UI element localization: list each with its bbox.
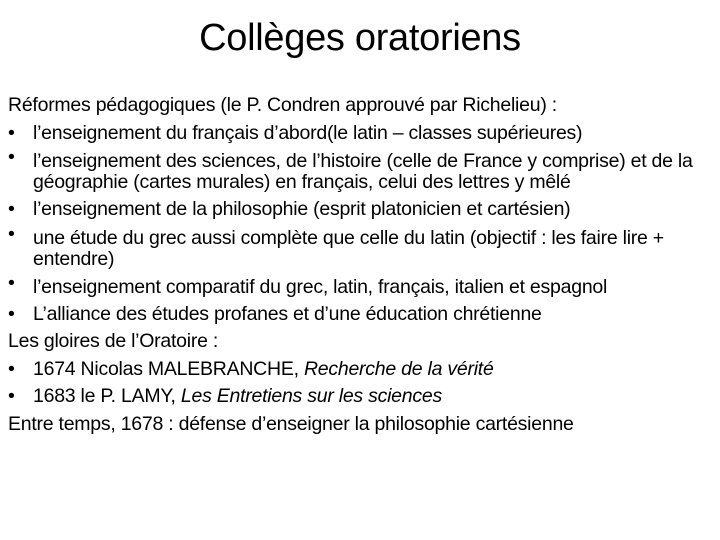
list-item	[8, 120, 714, 148]
bullet-icon: •	[8, 198, 15, 220]
reform-text: une étude du grec aussi complète que celle du latin (objectif : les faire lire + entendre)	[33, 226, 664, 270]
reform-text: L’alliance des études profanes et d’une éducation chrétienne	[33, 302, 542, 325]
bullet-icon: •	[8, 146, 15, 168]
list-item	[8, 356, 714, 384]
glory-prefix: 1674 Nicolas MALEBRANCHE,	[33, 357, 304, 380]
conclusion-text: Entre temps, 1678 : défense d’enseigner la philosophie cartésienne	[8, 412, 574, 435]
list-item	[8, 301, 714, 329]
bullet-icon: •	[8, 222, 15, 245]
bullet-icon: •	[8, 121, 15, 144]
reform-text: l’enseignement des sciences, de l’histoire (celle de France y comprise) et de la géographie (cartes murales) en français, celui des lettres y mêlé	[33, 150, 693, 193]
work-title: Les Entretiens sur les sciences	[180, 385, 442, 407]
reform-text: l’enseignement du français d’abord(le latin – classes supérieures)	[33, 121, 583, 144]
reform-text: l’enseignement comparatif du grec, latin, français, italien et espagnol	[33, 275, 608, 298]
glory-prefix: 1683 le P. LAMY,	[33, 385, 181, 407]
list-item	[8, 383, 714, 411]
bullet-icon: •	[8, 385, 15, 407]
bullet-icon: •	[8, 357, 15, 380]
list-item	[8, 273, 714, 301]
list-item	[8, 196, 714, 224]
bullet-icon: •	[8, 271, 15, 294]
glories-heading: Les gloires de l’Oratoire :	[8, 330, 219, 352]
glories-list	[8, 356, 714, 411]
list-item	[8, 224, 714, 273]
work-title: Recherche de la vérité	[303, 357, 494, 380]
intro-text: Réformes pédagogiques (le P. Condren approuvé par Richelieu) :	[8, 94, 557, 116]
list-item	[8, 147, 714, 196]
reforms-list	[8, 120, 714, 329]
reform-text: l’enseignement de la philosophie (esprit platonicien et cartésien)	[33, 198, 571, 220]
bullet-icon: •	[8, 302, 15, 325]
slide-title: Collèges oratoriens	[199, 17, 521, 59]
slide-body	[8, 92, 714, 438]
